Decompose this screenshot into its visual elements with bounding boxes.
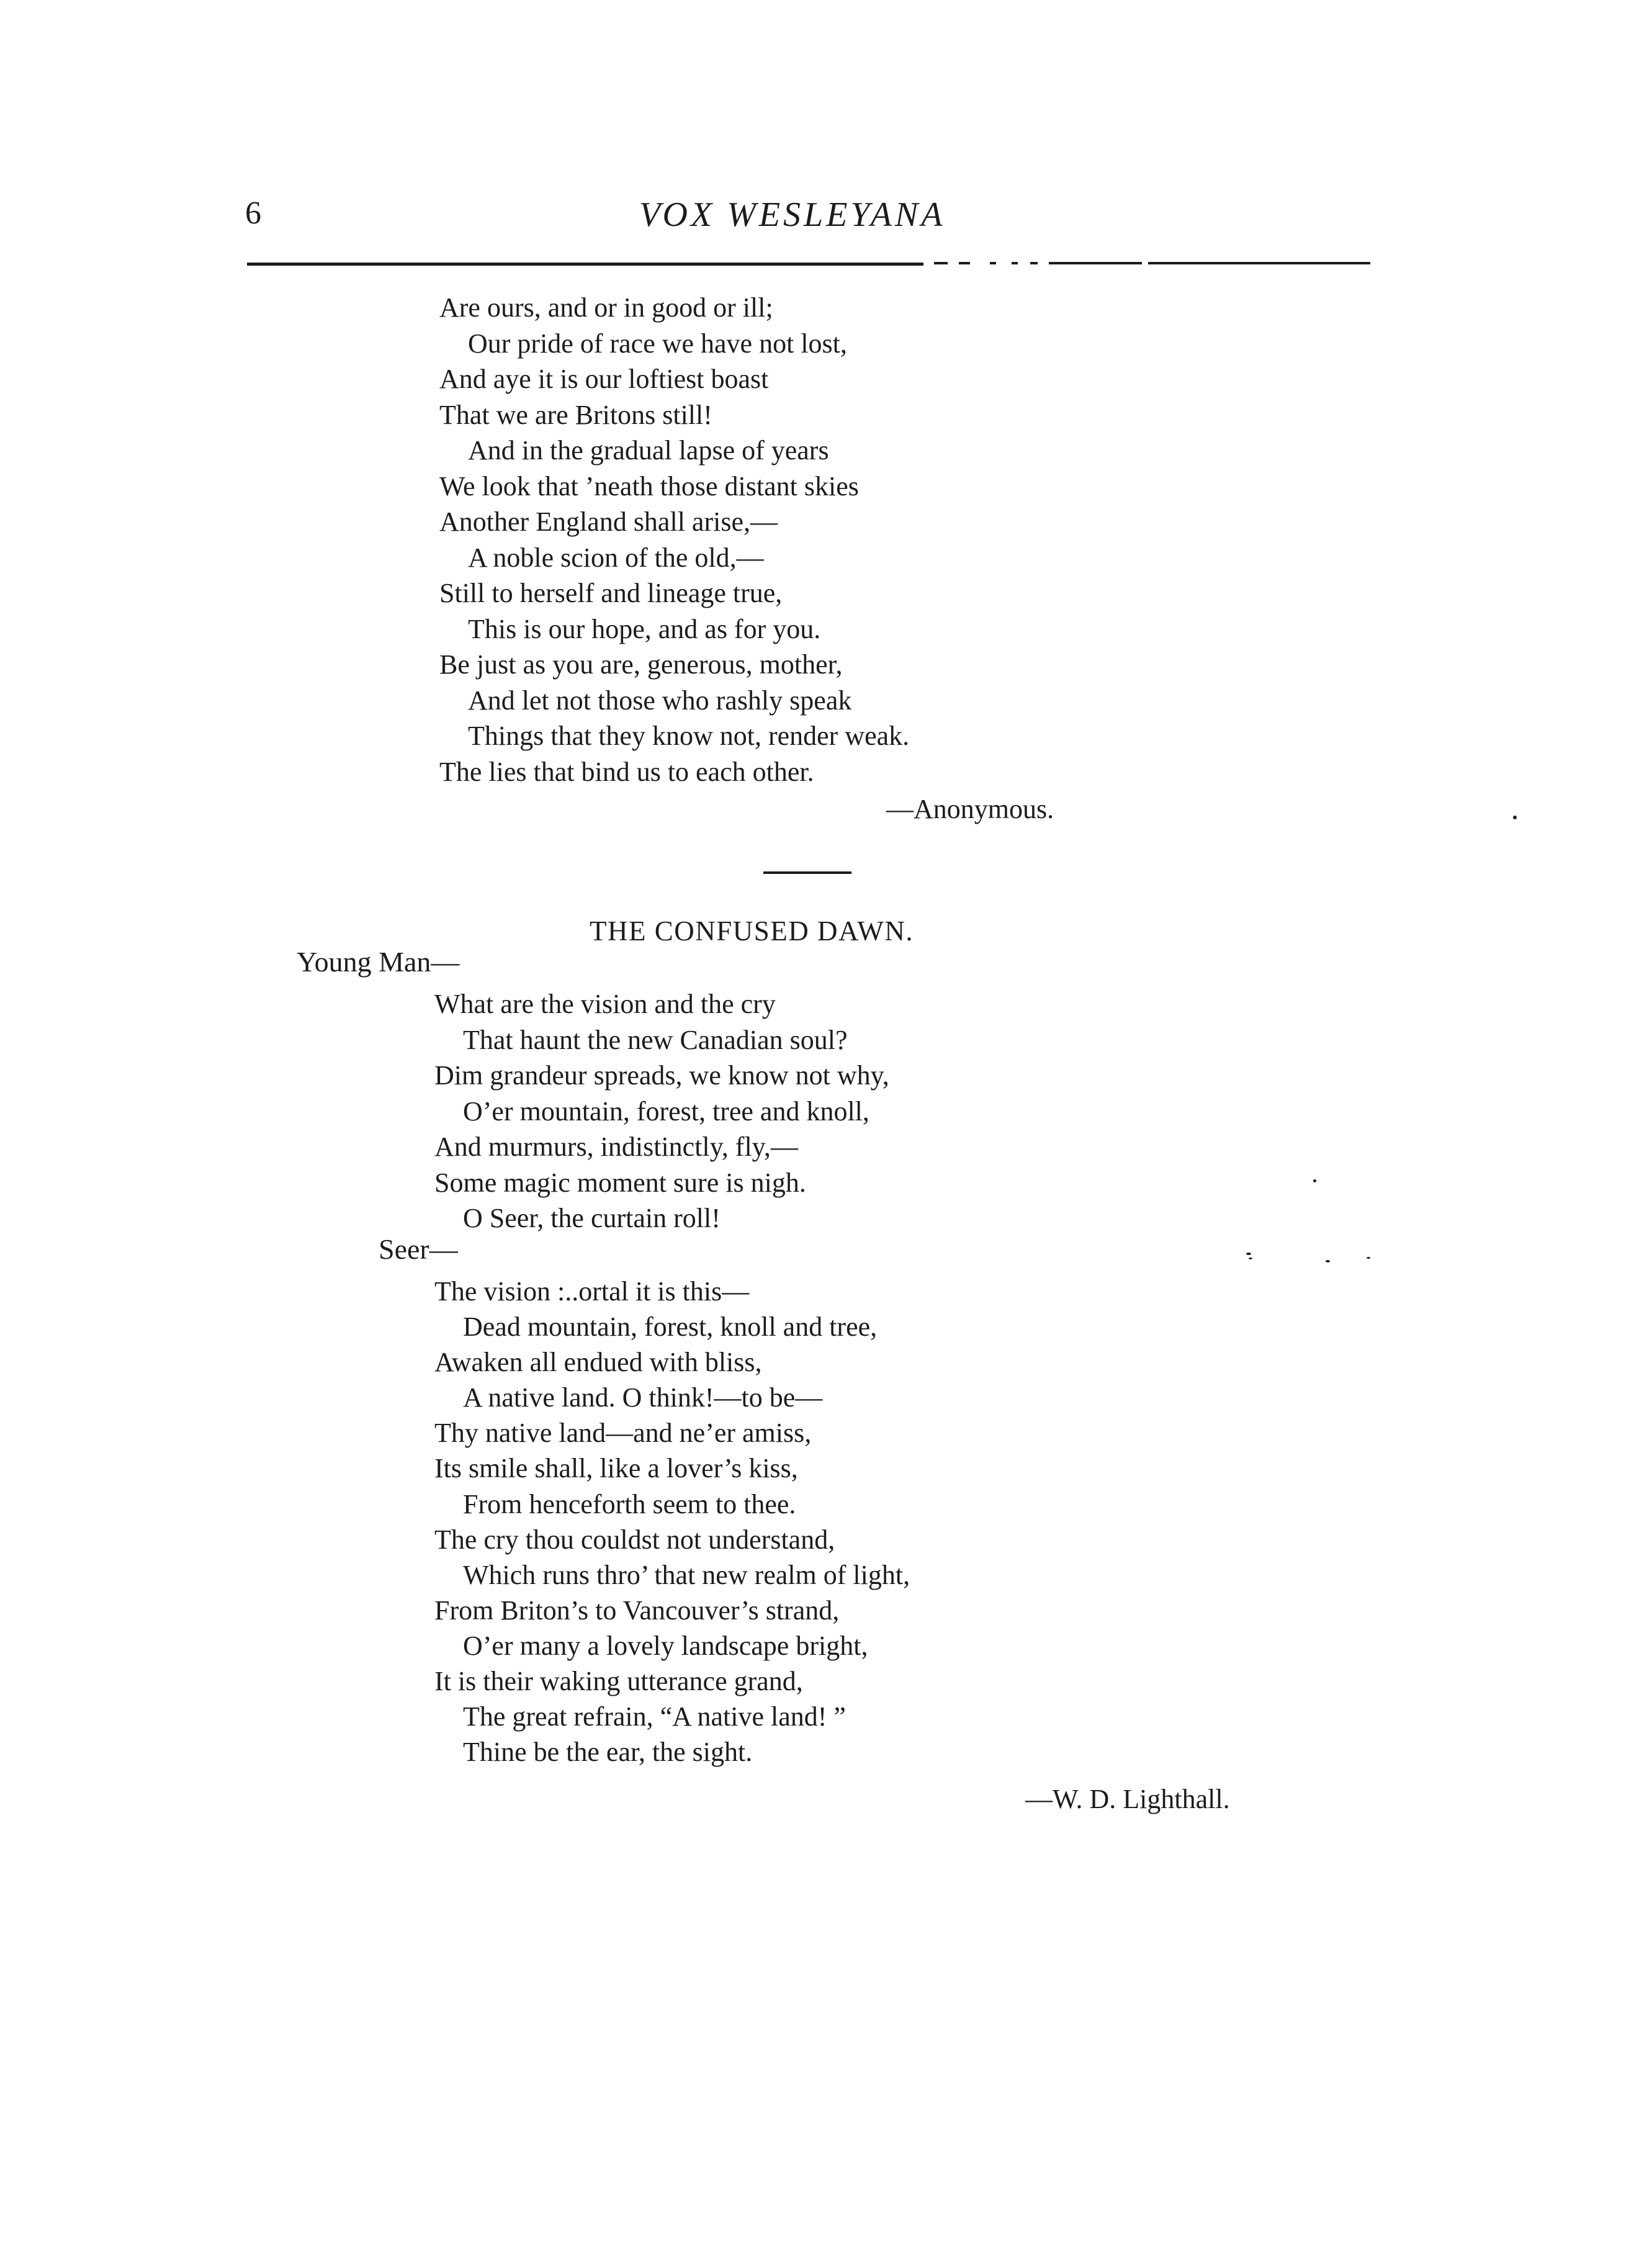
header-rule-dash	[1012, 262, 1018, 264]
header-rule-dash	[934, 262, 948, 264]
poem-line: From Briton’s to Vancouver’s strand,	[434, 1595, 840, 1626]
poem-line: Thy native land—and ne’er amiss,	[434, 1418, 812, 1449]
poem-line: O’er mountain, forest, tree and knoll,	[463, 1096, 869, 1127]
poem-title: THE CONFUSED DAWN.	[590, 916, 914, 947]
poem-line: Things that they know not, render weak.	[468, 721, 910, 751]
poem-line: This is our hope, and as for you.	[468, 613, 821, 644]
section-divider	[763, 871, 851, 874]
scan-speck	[1246, 1253, 1251, 1255]
scan-speck	[1326, 1260, 1330, 1262]
poem-attribution: —W. D. Lighthall.	[1025, 1784, 1230, 1814]
scan-speck	[1367, 1257, 1370, 1259]
poem-stanza	[434, 986, 889, 1236]
poem-line: That we are Britons still!	[439, 399, 712, 430]
poem-line: Thine be the ear, the sight.	[463, 1737, 753, 1768]
scan-speck	[1513, 816, 1517, 819]
poem-line: Which runs thro’ that new realm of light,	[463, 1559, 910, 1590]
header-rule-dash	[990, 262, 996, 264]
poem-line: Some magic moment sure is nigh.	[434, 1167, 806, 1198]
page-number: 6	[245, 196, 261, 231]
poem-line: Dim grandeur spreads, we know not why,	[434, 1060, 889, 1091]
poem-line: Dead mountain, forest, knoll and tree,	[463, 1312, 878, 1343]
poem-line: And in the gradual lapse of years	[468, 435, 829, 466]
poem-line: The lies that bind us to each other.	[439, 756, 814, 787]
header-rule-dash	[1148, 262, 1370, 264]
header-rule-dash	[1030, 262, 1038, 264]
poem-continuation	[439, 290, 909, 790]
poem-line: That haunt the new Canadian soul?	[463, 1024, 848, 1055]
poem-line: What are the vision and the cry	[434, 989, 776, 1019]
poem-stanza	[434, 1274, 910, 1770]
poem-line: The cry thou couldst not understand,	[434, 1524, 835, 1555]
poem-line: The great refrain, “A native land! ”	[463, 1701, 846, 1732]
poem-line: Are ours, and or in good or ill;	[439, 292, 773, 323]
poem-attribution: —Anonymous.	[886, 794, 1054, 824]
poem-line: A noble scion of the old,—	[468, 542, 764, 573]
poem-line: The vision :..ortal it is this—	[434, 1276, 750, 1307]
poem-line: Our pride of race we have not lost,	[468, 328, 847, 359]
running-title: VOX WESLEYANA	[639, 196, 946, 234]
poem-line: Awaken all endued with bliss,	[434, 1347, 762, 1378]
poem-line: Be just as you are, generous, mother,	[439, 649, 843, 680]
poem-line: From henceforth seem to thee.	[463, 1488, 796, 1519]
speaker-label: Young Man—	[297, 946, 460, 978]
poem-line: Its smile shall, like a lover’s kiss,	[434, 1453, 798, 1484]
poem-line: It is their waking utterance grand,	[434, 1666, 803, 1697]
poem-line: Still to herself and lineage true,	[439, 578, 783, 608]
poem-line: We look that ’neath those distant skies	[439, 470, 859, 502]
header-rule-dash	[959, 262, 970, 264]
scan-speck	[1313, 1179, 1316, 1182]
poem-line: O Seer, the curtain roll!	[463, 1203, 721, 1233]
header-rule	[247, 263, 923, 266]
scan-speck	[1249, 1258, 1252, 1259]
poem-line: A native land. O think!—to be—	[463, 1382, 823, 1413]
poem-line: And aye it is our loftiest boast	[439, 364, 769, 394]
header-rule-dash	[1049, 262, 1142, 264]
poem-line: O’er many a lovely landscape bright,	[463, 1630, 868, 1661]
poem-line: Another England shall arise,—	[439, 506, 778, 537]
poem-line: And murmurs, indistinctly, fly,—	[434, 1132, 798, 1162]
speaker-label: Seer—	[379, 1233, 458, 1265]
poem-line: And let not those who rashly speak	[468, 685, 852, 716]
